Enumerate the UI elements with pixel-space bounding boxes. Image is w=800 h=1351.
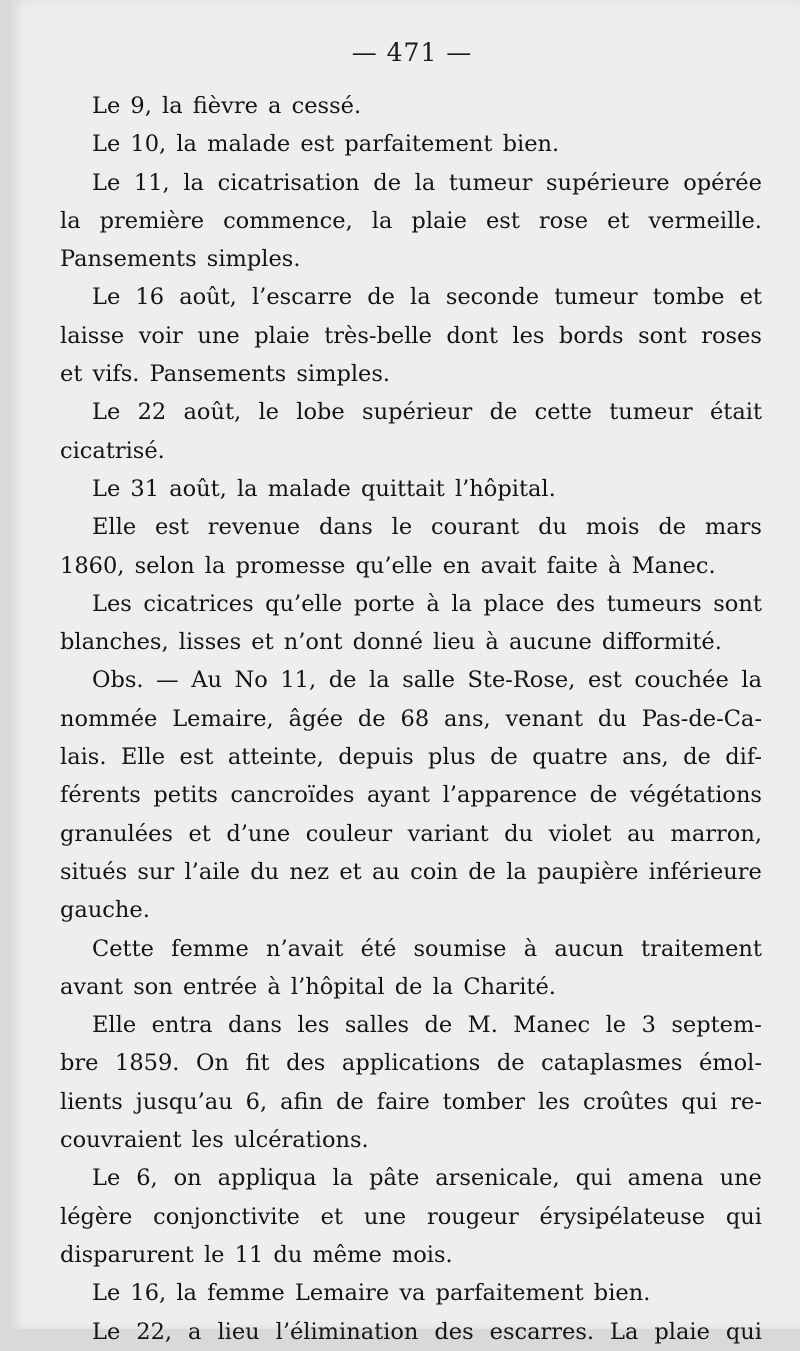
- text-line: la première commence, la plaie est rose et vermeille.: [60, 207, 762, 234]
- body-text: [60, 87, 762, 1351]
- text-line: Elle est revenue dans le courant du mois de mars: [92, 514, 762, 541]
- text-line: lais. Elle est atteinte, depuis plus de quatre ans, de dif-: [60, 744, 762, 771]
- text-line: Le 31 août, la malade quittait l’hôpital.: [92, 475, 556, 502]
- text-line: laisse voir une plaie très-belle dont les bords sont roses: [60, 322, 762, 349]
- text-line: couvraient les ulcérations.: [60, 1127, 369, 1154]
- text-line: disparurent le 11 du même mois.: [60, 1241, 453, 1268]
- text-line: lients jusqu’au 6, afin de faire tomber les croûtes qui re-: [60, 1088, 762, 1115]
- text-line: Obs. — Au No 11, de la salle Ste-Rose, est couchée la: [92, 667, 762, 694]
- text-line: Le 22 août, le lobe supérieur de cette tumeur était: [92, 399, 762, 426]
- text-line: cicatrisé.: [60, 437, 165, 464]
- text-line: Cette femme n’avait été soumise à aucun traitement: [92, 935, 762, 962]
- text-line: granulées et d’une couleur variant du violet au marron,: [60, 820, 762, 847]
- text-line: gauche.: [60, 897, 150, 924]
- text-line: blanches, lisses et n’ont donné lieu à aucune difformité.: [60, 629, 722, 656]
- text-line: Les cicatrices qu’elle porte à la place des tumeurs sont: [92, 590, 762, 617]
- text-line: bre 1859. On fit des applications de cataplasmes émol-: [60, 1050, 762, 1077]
- text-line: avant son entrée à l’hôpital de la Charité.: [60, 973, 556, 1000]
- text-line: Le 16, la femme Lemaire va parfaitement bien.: [92, 1280, 651, 1307]
- text-line: situés sur l’aile du nez et au coin de la paupière inférieure: [60, 858, 762, 885]
- text-line: légère conjonctivite et une rougeur érysipélateuse qui: [60, 1203, 762, 1230]
- text-line: et vifs. Pansements simples.: [60, 361, 391, 388]
- text-line: Le 22, a lieu l’élimination des escarres. La plaie qui: [92, 1318, 762, 1345]
- text-line: nommée Lemaire, âgée de 68 ans, venant du Pas-de-Ca-: [60, 705, 762, 732]
- text-line: Le 16 août, l’escarre de la seconde tumeur tombe et: [92, 284, 762, 311]
- page-number: — 471 —: [351, 38, 473, 67]
- text-line: férents petits cancroïdes ayant l’apparence de végétations: [60, 782, 762, 809]
- text-line: Le 11, la cicatrisation de la tumeur supérieure opérée: [92, 169, 762, 196]
- text-line: Le 6, on appliqua la pâte arsenicale, qui amena une: [92, 1165, 762, 1192]
- text-line: Le 9, la fièvre a cessé.: [92, 93, 362, 119]
- book-page: [12, 0, 800, 1345]
- text-line: 1860, selon la promesse qu’elle en avait faite à Manec.: [60, 552, 716, 579]
- text-line: Pansements simples.: [60, 246, 301, 273]
- text-line: Elle entra dans les salles de M. Manec le 3 septem-: [92, 1012, 762, 1039]
- text-line: Le 10, la malade est parfaitement bien.: [92, 131, 560, 158]
